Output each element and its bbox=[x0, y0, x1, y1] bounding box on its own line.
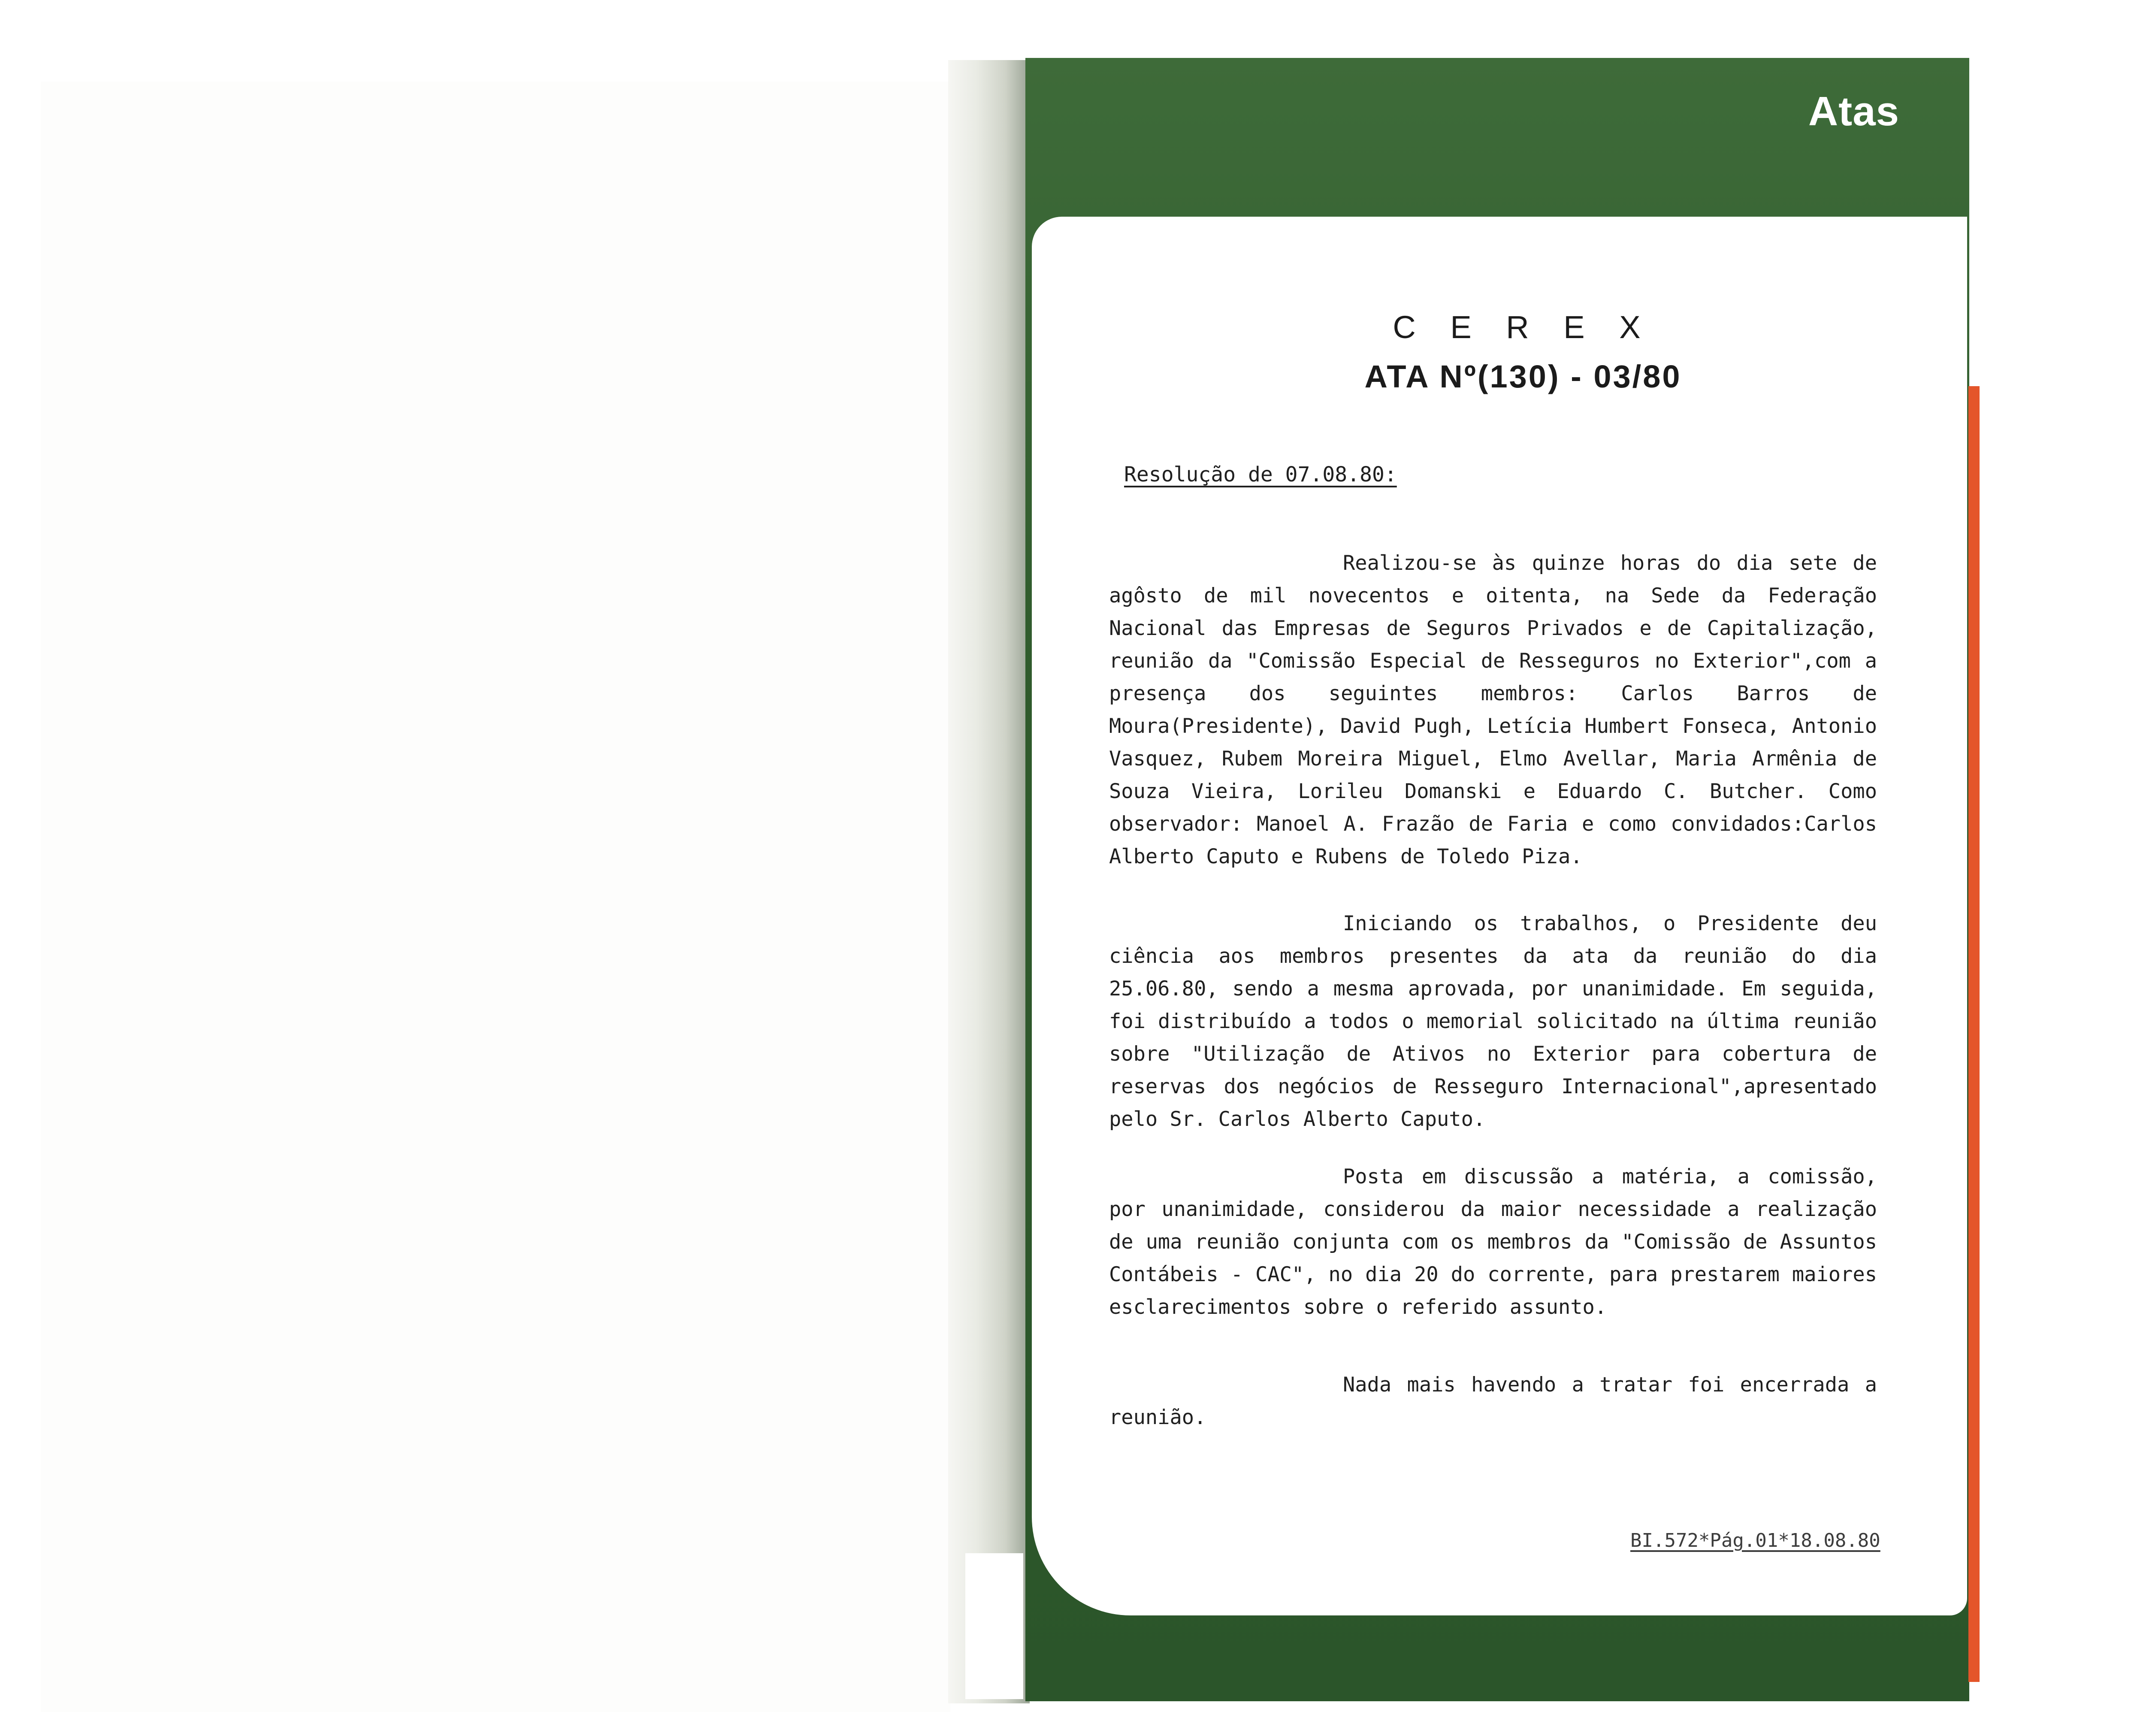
blank-left-page bbox=[41, 82, 950, 1712]
paragraph-closing bbox=[1109, 1369, 1877, 1434]
paragraph-text: Nada mais havendo a tratar foi encerrada a reunião. bbox=[1109, 1373, 1877, 1429]
paragraph-proceedings bbox=[1109, 907, 1877, 1136]
paragraph-attendance bbox=[1109, 547, 1877, 873]
paragraph-text: Realizou-se às quinze horas do dia sete de agôsto de mil novecentos e oitenta, na Sede da Federação Nacional das Empresas de Seguros Privados e de Capitalização, reunião da "Comissão Especial de Resseguros no Exterior",com a presença dos seguintes membros: Carlos Barros de Moura(Presidente), David Pugh, Letícia Humbert Fonseca, Antonio Vasquez, Rubem Moreira Miguel, Elmo Avellar, Maria Armênia de Souza Vieira, Lorileu Domanski e Eduardo C. Butcher. Como observador: Manoel A. Frazão de Faria e como convidados:Carlos Alberto Caputo e Rubens de Toledo Piza. bbox=[1109, 551, 1877, 868]
spine-label-tab bbox=[965, 1553, 1023, 1699]
document-number: ATA Nº(130) - 03/80 bbox=[1364, 359, 1682, 394]
paragraph-text: Posta em discussão a matéria, a comissão, por unanimidade, considerou da maior necessidade a realização de uma reunião conjunta com os membros da "Comissão de Assuntos Contábeis - CAC", no dia 20 do corrente, para prestarem maiores esclarecimentos sobre o referido assunto. bbox=[1109, 1165, 1877, 1319]
footer-reference: BI.572*Pág.01*18.08.80 bbox=[1630, 1530, 1880, 1552]
paragraph-text: Iniciando os trabalhos, o Presidente deu ciência aos membros presentes da ata da reunião do dia 25.06.80, sendo a mesma aprovada, por unanimidade. Em seguida, foi distribuído a todos o memorial solicitado na última reunião sobre "Utilização de Ativos no Exterior para cobertura de reservas dos negócios de Resseguro Internacional",apresentado pelo Sr. Carlos Alberto Caputo. bbox=[1109, 912, 1877, 1131]
section-title: Atas bbox=[1808, 88, 1899, 134]
document-title: C E R E X bbox=[1393, 309, 1653, 345]
book-spine bbox=[948, 60, 1030, 1703]
resolution-date: Resolução de 07.08.80: bbox=[1124, 463, 1397, 487]
paragraph-discussion bbox=[1109, 1161, 1877, 1324]
orange-page-edge bbox=[1968, 386, 1980, 1682]
